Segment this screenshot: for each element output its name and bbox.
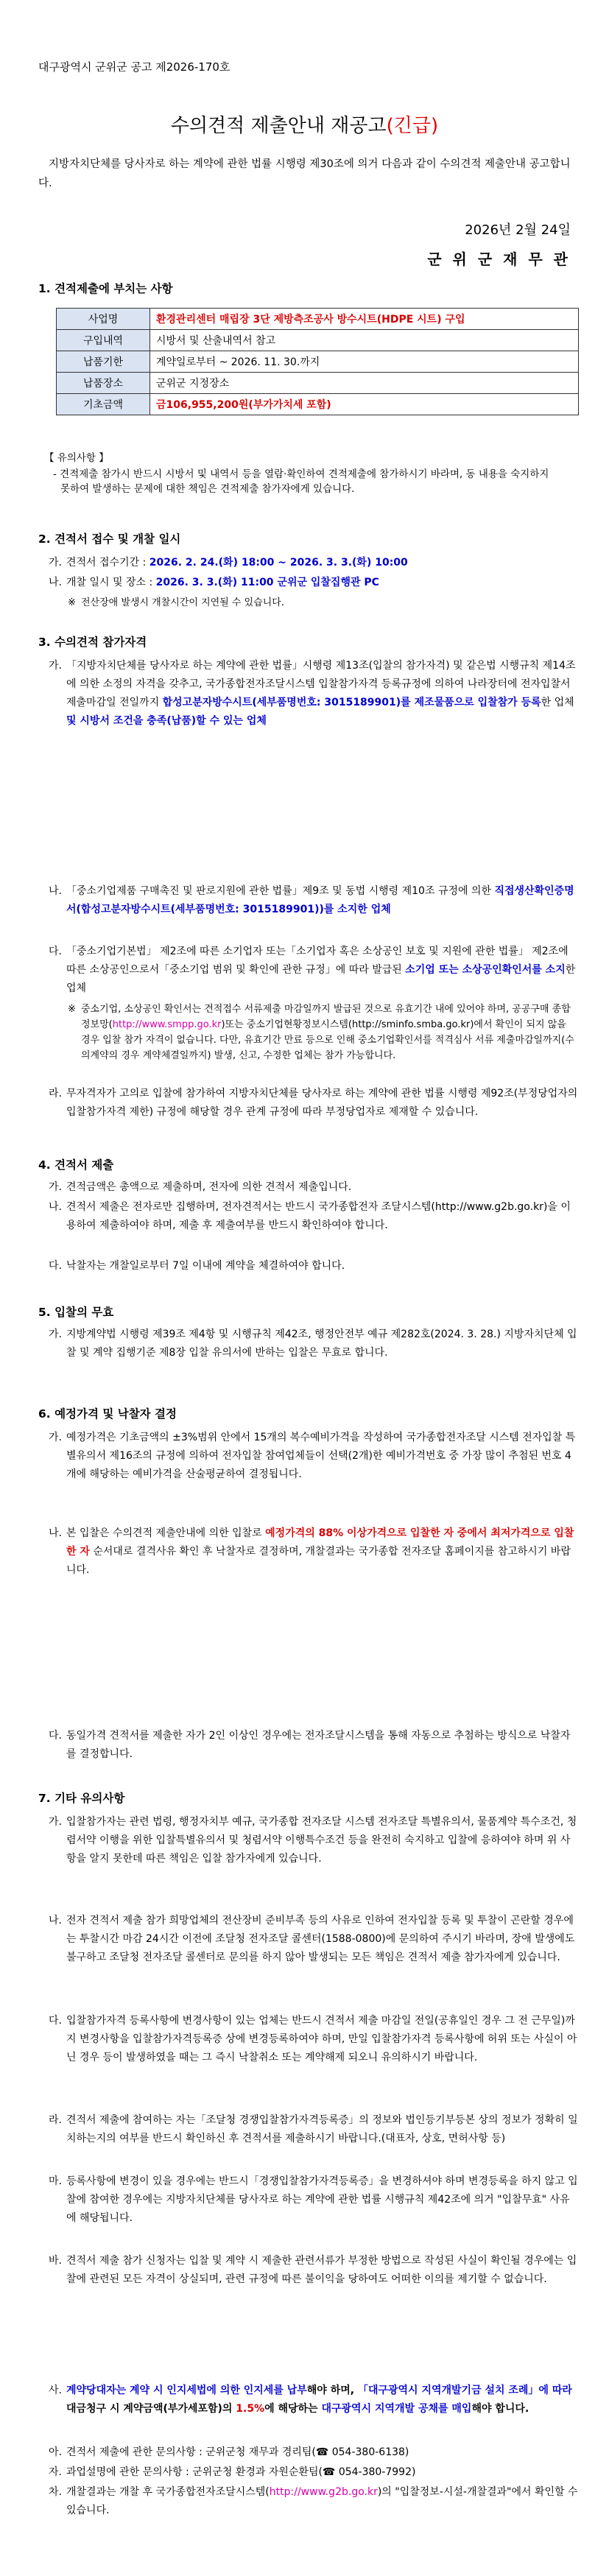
info-label: 사업명: [57, 309, 150, 330]
s7-item-text: 입찰참가자는 관련 법령, 행정자치부 예규, 국가종합 전자조달 시스템 전자조달 특별유의서, 물품계약 특수조건, 청렴서약 이행을 위한 입찰특별유의서 및 청렴서약 이행특수조건 등을 완전히 숙지하고 입찰에 응하여야 하며 위 사항을 알지 못한데 따른 책임은 입찰 참가자에게 있습니다.: [66, 1816, 577, 1865]
s4-a-text: 견적금액은 총액으로 제출하며, 전자에 의한 견적서 제출입니다.: [66, 1181, 352, 1193]
s3-c-highlight: 소기업 또는 소상공인확인서를 소지: [405, 964, 566, 976]
s3-b-highlight: 직접생산확인증명서(합성고분자방수시트(세부품명번호: 3015189901))를 소지한 업체: [66, 885, 574, 915]
info-value: 환경관리센터 매립장 3단 제방측조공사 방수시트(HDPE 시트) 구입: [150, 309, 579, 330]
notice-date: 2026년 2월 24일: [465, 222, 571, 238]
s3-a-text: 「지방자치단체를 당사자로 하는 계약에 관한 법률」시행령 제13조(입찰의 참가자격) 및 같은법 시행규칙 제14조에 의한 소정의 자격을 갖추고, 국가종합전자조달시스템 입찰참가자격 등록규정에 의하여 나라장터에 전자입찰서 제출마감일 전일까지: [66, 660, 576, 708]
item-marker: 나.: [49, 885, 62, 897]
s7-item-ja: [49, 2463, 579, 2482]
s3-c-note: [68, 1002, 576, 1063]
item-marker: 다.: [49, 1730, 62, 1742]
item-marker: 라.: [49, 2114, 62, 2126]
s4-c-text: 낙찰자는 개찰일로부터 7일 이내에 계약을 체결하여야 합니다.: [66, 1260, 345, 1272]
s2-note-text: 전산장애 발생시 개찰시간이 지연될 수 있습니다.: [81, 597, 284, 608]
s3-c-text: 「중소기업기본법」 제2조에 따른 소기업자 또는「소기업자 혹은 소상공인 보호 및 지원에 관한 법률」 제2조에 따른 소상공인으로서「중소기업 범위 및 확인에 관한 규정」에 따라 발급된: [66, 946, 568, 976]
s6-c-text: 동일가격 견적서를 제출한 자가 2인 이상인 경우에는 전자조달시스템을 통해 자동으로 추첨하는 방식으로 낙찰자를 결정합니다.: [66, 1730, 571, 1760]
s7-ah-text: 견적서 제출에 관한 문의사항 : 군위군청 재무과 경리팀(☎ 054-380-6138): [66, 2446, 409, 2458]
s7-list-item: [49, 2172, 579, 2228]
caution-text: - 견적제출 참가시 반드시 시방서 및 내역서 등을 열람·확인하여 견적제출에 참가하시기 바라며, 동 내용을 숙지하지 못하여 발생하는 문제에 대한 책임은 견적제출 참가자에게 있습니다.: [53, 468, 549, 495]
item-marker: 바.: [49, 2255, 62, 2267]
info-value: 시방서 및 산출내역서 참고: [150, 330, 579, 351]
s7-ja-text: 과업설명에 관한 문의사항 : 군위군청 환경과 자원순환팀(☎ 054-380-7992): [66, 2466, 416, 2478]
item-marker: 나.: [49, 1527, 62, 1539]
s3-a-highlight: 합성고분자방수시트(세부품명번호: 3015189901)를 제조물품으로 입찰참가 등록: [162, 697, 541, 708]
info-label: 납품장소: [57, 373, 150, 394]
item-marker: 라.: [49, 1088, 62, 1099]
info-row: [57, 351, 579, 373]
item-marker: 사.: [49, 2385, 62, 2396]
s3-note-text: 중소기업, 소상공인 확인서는 견적접수 서류제출 마감일까지 발급된 것으로 유효기간 내에 있어야 하며, 공공구매 종합정보망(: [81, 1004, 571, 1030]
note-marker: ※: [68, 1004, 76, 1015]
item-marker: 다.: [49, 946, 62, 957]
item-marker: 나.: [49, 577, 62, 588]
title-main: 수의견적 제출안내 재공고: [170, 115, 387, 137]
s4-item-c: [49, 1257, 579, 1275]
s3-note-text-2: )또는 중소기업현황정보시스템(http://sminfo.smba.go.kr)에서 확인이 되지 않을 경우 입찰 참가 자격이 없습니다. 다만, 유효기간 만료 등으로 인해 중소기업확인서를 적격심사 서류 제출마감일까지(수의계약의 경우 계약체결일까지) 발생, 신고, 수정한 업체는 참가 가능합니다.: [81, 1019, 574, 1061]
item-marker: 가.: [49, 660, 62, 672]
s2-b-value: 2026. 3. 3.(화) 11:00 군위군 입찰집행관 PC: [155, 577, 379, 588]
note-marker: ※: [68, 597, 76, 608]
s7-sa-highlight-1: 계약당대자는 계약 시 인지세법에 의한 인지세를 납부: [66, 2385, 307, 2396]
info-table: [56, 308, 579, 415]
s3-a-text-2: 한 업체: [541, 697, 574, 708]
item-marker: 마.: [49, 2175, 62, 2187]
s6-a-text: 예정가격은 기초금액의 ±3%범위 안에서 15개의 복수예비가격을 작성하여 국가종합전자조달 시스템 전자입찰 특별유의서 제16조의 규정에 의하여 전자입찰 참여업체들이 선택(2개)한 예비가격번호 중 가장 많이 추첨된 번호 4개에 해당하는 예비가격을 산술평균하여 결정됩니다.: [66, 1432, 576, 1480]
s4-item-b: [49, 1198, 579, 1235]
s2-a-label: 견적서 접수기간 :: [66, 557, 149, 569]
info-value: 금106,955,200원(부가가치세 포함): [150, 394, 579, 415]
info-row: [57, 309, 579, 330]
s3-item-b: [49, 882, 579, 919]
s5-a-text: 지방계약법 시행령 제39조 제4항 및 시행규칙 제42조, 행정안전부 예규 제282호(2024. 3. 28.) 지방자치단체 입찰 및 계약 집행기준 제8장 입찰 유의서에 반하는 입찰은 무효로 합니다.: [66, 1329, 577, 1359]
s6-item-a: [49, 1429, 579, 1484]
info-value: 계약일로부터 ~ 2026. 11. 30.까지: [150, 351, 579, 373]
s7-sa-highlight-4: 대구광역시 지역개발 공채를 매입: [321, 2403, 472, 2415]
s2-item-b: [49, 574, 579, 592]
item-marker: 가.: [49, 1816, 62, 1828]
info-label: 납품기한: [57, 351, 150, 373]
item-marker: 가.: [49, 557, 62, 569]
section-3-heading: 3. 수의견적 참가자격: [38, 636, 147, 649]
s7-item-text: 견적서 제출 참가 신청자는 입찰 및 계약 시 제출한 관련서류가 부정한 방법으로 작성된 사실이 확인될 경우에는 입찰에 관련된 모든 자격이 상실되며, 관련 규정에 따른 불이익을 당하여도 어떠한 이의를 제기할 수 없습니다.: [66, 2255, 577, 2285]
s7-item-text: 입찰참가자격 등록사항에 변경사항이 있는 업체는 반드시 견적서 제출 마감일 전일(공휴일인 경우 그 전 근무일)까지 변경사항을 입찰참가자격등록증 상에 변경등록하여야 하며, 만일 입찰참가자격 등록사항에 허위 또는 사실이 아닌 경우 등이 발생하였을 때는 그 즉시 낙찰취소 또는 계약해제 되오니 유의하시기 바랍니다.: [66, 2015, 577, 2063]
item-marker: 다.: [49, 1260, 62, 1272]
s7-sa-text-4: 해야 합니다.: [471, 2403, 529, 2415]
item-marker: 가.: [49, 1432, 62, 1443]
s2-note: [68, 595, 576, 610]
info-label: 구입내역: [57, 330, 150, 351]
s3-item-d: [49, 1085, 579, 1122]
g2b-link[interactable]: http://www.g2b.go.kr: [269, 2486, 378, 2498]
s6-item-c: [49, 1727, 579, 1764]
s7-list-item: [49, 1912, 579, 1967]
section-2-heading: 2. 견적서 접수 및 개찰 일시: [38, 532, 181, 546]
issuer: 군 위 군 재 무 관: [427, 250, 571, 268]
s7-item-text: 전자 견적서 제출 참가 희망업체의 전산장비 준비부족 등의 사유로 인하여 전자입찰 등록 및 투찰이 곤란할 경우에는 투찰시간 마감 24시간 이전에 조달청 전자조달 콜센터(1588-0800)에 문의하여 주시기 바라며, 장애 발생에도 불구하고 조달청 전자조달 콜센터로 문의를 하지 않아 발생되는 모든 책임은 견적서 제출 참가자에게 있습니다.: [66, 1915, 575, 1963]
section-1-heading: 1. 견적제출에 부치는 사항: [38, 282, 173, 295]
s7-list-item: [49, 2252, 579, 2289]
s7-item-ah: [49, 2443, 579, 2462]
section-5-heading: 5. 입찰의 무효: [38, 1306, 114, 1319]
s7-item-cha: [49, 2483, 579, 2520]
title-urgent: (긴급): [386, 115, 439, 137]
s3-item-a: [49, 657, 579, 731]
s7-sa-highlight-3: 1.5%: [236, 2403, 265, 2415]
item-marker: 자.: [49, 2466, 62, 2478]
info-row: [57, 394, 579, 415]
s6-b-text-2: 순서대로 결격사유 확인 후 낙찰자로 결정하며, 개찰결과는 국가종합 전자조달 홈페이지를 참고하시기 바랍니다.: [66, 1546, 571, 1576]
s3-d-text: 무자격자가 고의로 입찰에 참가하여 지방자치단체를 당사자로 하는 계약에 관한 법률 시행령 제92조(부정당업자의 입찰참가자격 제한) 규정에 해당할 경우 관계 규정에 따라 부정당업자로 제재할 수 있습니다.: [66, 1088, 578, 1118]
s7-item-sa: [49, 2382, 579, 2418]
s2-item-a: [49, 554, 579, 572]
s7-sa-text-3: 에 해당하는: [264, 2403, 322, 2415]
item-marker: 나.: [49, 1915, 62, 1926]
s7-sa-text-2: 대금청구 시 계약금액(부가세포함)의: [66, 2403, 236, 2415]
item-marker: 차.: [49, 2486, 62, 2498]
page-title: [0, 110, 609, 138]
section-7-heading: 7. 기타 유의사항: [38, 1792, 125, 1805]
info-value: 군위군 지정장소: [150, 373, 579, 394]
s7-cha-text: 개찰결과는 개찰 후 국가종합전자조달시스템(: [66, 2486, 270, 2498]
s3-a-highlight-2: 및 시방서 조건을 충족(납품)할 수 있는 업체: [66, 715, 267, 727]
s6-b-highlight: 예정가격의 88% 이상가격으로 입찰한 자 중에서 최저가격으로 입찰한 자: [66, 1527, 574, 1558]
section-4-heading: 4. 견적서 제출: [38, 1158, 114, 1172]
s7-sa-text-1: 해야 하며,: [306, 2385, 358, 2396]
s6-item-b: [49, 1524, 579, 1580]
s7-cha-text-2: )의 "입찰정보-시설-개찰결과"에서 확인할 수 있습니다.: [66, 2486, 578, 2516]
s3-item-c: [49, 943, 579, 998]
info-row: [57, 373, 579, 394]
notice-number: 대구광역시 군위군 공고 제2026-170호: [38, 60, 230, 74]
item-marker: 나.: [49, 1201, 62, 1213]
item-marker: 가.: [49, 1181, 62, 1193]
s6-b-text: 본 입찰은 수의견적 제출안내에 의한 입찰로: [66, 1527, 266, 1539]
info-row: [57, 330, 579, 351]
item-marker: 가.: [49, 1329, 62, 1340]
s5-item-a: [49, 1326, 579, 1362]
caution-title: 【 유의사항 】: [44, 452, 109, 464]
s7-list-item: [49, 2012, 579, 2067]
s3-c-text-2: 한 업체: [66, 964, 576, 994]
smpp-link[interactable]: http://www.smpp.go.kr: [112, 1019, 222, 1030]
s3-b-text: 「중소기업제품 구매촉진 및 판로지원에 관한 법률」제9조 및 동법 시행령 제10조 규정에 의한: [66, 885, 495, 897]
item-marker: 아.: [49, 2446, 62, 2458]
s7-list-item: [49, 2111, 579, 2148]
info-label: 기초금액: [57, 394, 150, 415]
s7-list-item: [49, 1813, 579, 1868]
intro-text: 지방자치단체를 당사자로 하는 계약에 관한 법률 시행령 제30조에 의거 다음과 같이 수의견적 제출안내 공고합니다.: [38, 158, 571, 189]
s2-a-value: 2026. 2. 24.(화) 18:00 ~ 2026. 3. 3.(화) 10:00: [149, 557, 408, 569]
s4-b-text: 견적서 제출은 전자로만 집행하며, 전자견적서는 반드시 국가종합전자 조달시스템(http://www.g2b.go.kr)을 이용하여 제출하여야 하며, 제출 후 제출여부를 반드시 확인하여야 합니다.: [66, 1201, 571, 1231]
s7-item-text: 견적서 제출에 참여하는 자는「조달청 경쟁입찰참가자격등록증」의 정보와 법인등기부등본 상의 정보가 정확히 일치하는지의 여부를 반드시 확인하신 후 견적서를 제출하시기 바랍니다.(대표자, 상호, 면허사항 등): [66, 2114, 578, 2144]
section-6-heading: 6. 예정가격 및 낙찰자 결정: [38, 1407, 177, 1421]
caution-box: [44, 451, 552, 496]
s2-b-label: 개찰 일시 및 장소 :: [66, 577, 156, 588]
item-marker: 다.: [49, 2015, 62, 2027]
s4-item-a: [49, 1178, 579, 1197]
s7-sa-highlight-2: 「대구광역시 지역개발기금 설치 조례」에 따라: [357, 2385, 572, 2396]
s7-item-text: 등록사항에 변경이 있을 경우에는 반드시「경쟁입찰참가자격등록증」을 변경하셔야 하며 변경등록을 하지 않고 입찰에 참여한 경우에는 지방자치단체를 당사자로 하는 계약에 관한 법률 시행규칙 제42조에 의거 "입찰무효" 사유에 해당됩니다.: [66, 2175, 578, 2224]
